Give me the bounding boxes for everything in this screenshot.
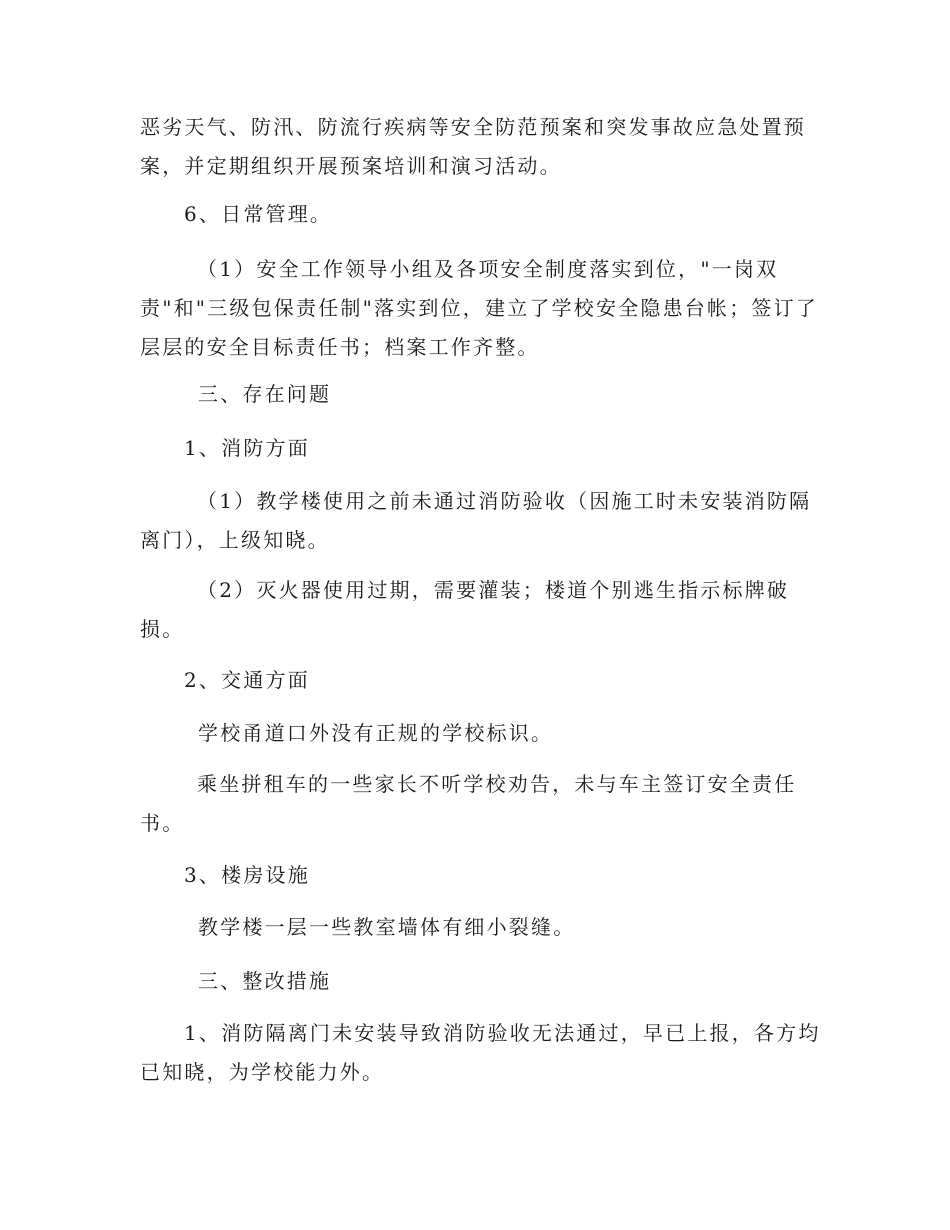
- text-line: （1）安全工作领导小组及各项安全制度落实到位，"一岗双: [197, 257, 779, 281]
- text-line: 书。: [140, 811, 185, 835]
- text-line: 2、交通方面: [184, 668, 310, 692]
- paragraph-safety-leadership: [140, 250, 818, 367]
- text-line: 层层的安全目标责任书；档案工作齐整。: [140, 335, 540, 359]
- paragraph-wall-cracks: [198, 908, 575, 947]
- heading-building-facilities: [184, 856, 310, 895]
- text-line: 损。: [140, 617, 185, 641]
- text-line: （2）灭火器使用过期，需要灌装；楼道个别逃生指示标牌破: [197, 578, 790, 602]
- text-line: （1）教学楼使用之前未通过消防验收（因施工时未安装消防隔: [197, 489, 812, 513]
- paragraph-shared-taxi: [140, 765, 796, 843]
- text-line: 已知晓，为学校能力外。: [140, 1060, 385, 1084]
- paragraph-extinguishers: [140, 571, 789, 649]
- heading-rectification-measures: [198, 962, 331, 1001]
- text-line: 三、整改措施: [198, 969, 332, 993]
- text-line: 6、日常管理。: [184, 202, 333, 226]
- paragraph-fire-door: [140, 1014, 821, 1092]
- text-line: 案，并定期组织开展预案培训和演习活动。: [140, 154, 562, 178]
- heading-traffic: [184, 661, 310, 700]
- text-line: 乘坐拼租车的一些家长不听学校劝告，未与车主签订安全责任: [197, 772, 797, 796]
- text-line: 1、消防方面: [184, 436, 310, 460]
- text-line: 离门），上级知晓。: [140, 528, 330, 552]
- text-line: 恶劣天气、防汛、防流行疾病等安全防范预案和突发事故应急处置预: [140, 115, 806, 139]
- text-line: 学校甬道口外没有正规的学校标识。: [198, 721, 554, 745]
- text-line: 责"和"三级包保责任制"落实到位，建立了学校安全隐患台帐；签订了: [140, 296, 818, 320]
- text-line: 教学楼一层一些教室墙体有细小裂缝。: [198, 915, 576, 939]
- text-line: 3、楼房设施: [184, 863, 310, 887]
- heading-daily-management: [184, 195, 332, 234]
- text-line: 三、存在问题: [198, 382, 332, 406]
- text-line: 1、消防隔离门未安装导致消防验收无法通过，早已上报，各方均: [184, 1021, 821, 1045]
- heading-existing-problems: [198, 375, 331, 414]
- paragraph-emergency-plans: [140, 108, 806, 186]
- heading-fire-protection: [184, 429, 310, 468]
- paragraph-school-signage: [198, 714, 553, 753]
- paragraph-fire-acceptance: [140, 482, 811, 560]
